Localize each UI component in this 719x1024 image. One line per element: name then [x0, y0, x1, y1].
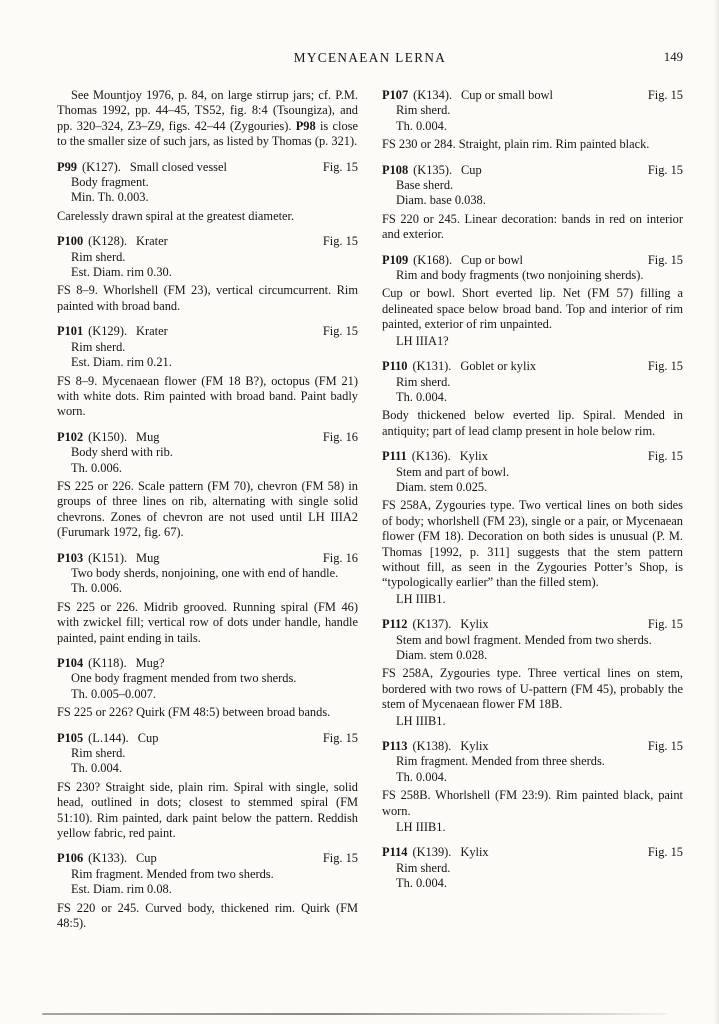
entry-heading [57, 551, 358, 566]
entry-figure-reference: Fig. 15 [647, 162, 683, 177]
entry-detail-line: Two body sherds, nonjoining, one with end of handle. [71, 565, 339, 580]
entry-figure-reference: Fig. 15 [322, 851, 358, 866]
entry-heading-text [382, 449, 488, 464]
entry-heading-text [57, 234, 168, 249]
entry-period-label: LH IIIA1? [396, 333, 449, 348]
entry-detail-line: Rim sherd. [396, 860, 451, 875]
entry-heading [382, 845, 683, 860]
entry-heading [57, 160, 358, 175]
entry-id: P101 [57, 324, 84, 339]
paragraph-segment: See Mountjoy 1976, p. 84, on large stirrup jars; cf. P.M. Thomas 1992, pp. 44–45, TS52, fig. 8:4 (Tsoungiza), and pp. 320–324, Z3–Z9, figs. 42–44 (Zygouries). [57, 88, 358, 133]
entry-heading [57, 430, 358, 445]
entry-vessel-name: Cup [461, 162, 482, 177]
entry-heading-text [57, 324, 168, 339]
catalog-entry-p108 [382, 163, 683, 243]
entry-figure-reference: Fig. 15 [322, 234, 358, 249]
entry-figure-reference: Fig. 15 [647, 617, 683, 632]
entry-heading-text [57, 656, 165, 671]
catalog-entry-p103 [57, 551, 358, 646]
entry-description: FS 230 or 284. Straight, plain rim. Rim painted black. [382, 137, 650, 152]
entry-description: FS 230? Straight side, plain rim. Spiral with single, solid head, outlined in dots; closest to stemmed spiral (FM 51:10). Rim painted, dark paint below the pattern. Reddish yellow fabric, red paint. [57, 779, 358, 841]
catalog-entry-p109 [382, 253, 683, 349]
entry-heading [382, 88, 683, 103]
entry-id: P111 [382, 449, 407, 464]
entry-detail-line: One body fragment mended from two sherds. [71, 671, 297, 686]
catalog-entry-p101 [57, 324, 358, 419]
entry-detail-line: Th. 0.005–0.007. [71, 686, 157, 701]
entry-heading [57, 656, 358, 671]
catalog-entry-p113 [382, 739, 683, 835]
entry-figure-reference: Fig. 15 [647, 449, 683, 464]
entry-heading-text [57, 851, 157, 866]
entry-catalog-number: (K131). [412, 359, 452, 374]
entry-catalog-number: (K134). [413, 88, 453, 102]
entry-detail-line: Stem and bowl fragment. Mended from two sherds. [396, 632, 652, 647]
page-header [57, 50, 683, 72]
entry-heading-text [382, 163, 482, 178]
entry-figure-reference: Fig. 15 [322, 730, 358, 745]
entry-id: P105 [57, 730, 84, 745]
entry-heading [57, 234, 358, 249]
entry-heading-text [382, 88, 553, 103]
entry-description: FS 225 or 226. Scale pattern (FM 70), chevron (FM 58) in groups of three lines on rib, alternating with single solid chevrons. Zones of chevron are not used until LH IIIA2 (Furumark 1972, fig. 67). [57, 478, 358, 540]
entry-detail-line: Th. 0.004. [71, 761, 122, 776]
entry-heading [382, 163, 683, 178]
catalog-entry-p110 [382, 359, 683, 439]
entry-catalog-number: (K135). [413, 162, 453, 177]
entry-heading-text [57, 731, 158, 746]
entry-catalog-number: (K151). [88, 550, 128, 565]
entry-id: P112 [382, 617, 408, 632]
entry-heading-text [57, 160, 227, 175]
entry-heading [57, 731, 358, 746]
entry-period-label: LH IIIB1. [396, 713, 446, 728]
entry-vessel-name: Krater [136, 324, 168, 339]
entry-catalog-number: (K118). [88, 656, 127, 670]
inline-entry-ref: P98 [295, 118, 316, 133]
entry-heading-text [382, 359, 536, 374]
entry-detail-line: Th. 0.006. [71, 581, 122, 596]
running-title: MYCENAEAN LERNA [293, 50, 447, 65]
entry-id: P108 [382, 162, 409, 177]
entry-description: Body thickened below everted lip. Spiral. Mended in antiquity; part of lead clamp present in hole below rim. [382, 408, 683, 438]
entry-vessel-name: Kylix [459, 449, 488, 464]
entry-detail-line: Th. 0.004. [396, 389, 447, 404]
entry-id: P113 [382, 739, 408, 754]
entry-catalog-number: (K150). [88, 429, 128, 444]
catalog-entry-p105 [57, 731, 358, 842]
entry-catalog-number: (K168). [413, 252, 453, 267]
entry-id: P100 [57, 234, 84, 249]
catalog-entry-p100 [57, 234, 358, 314]
page-bottom-scan-shadow [42, 1013, 667, 1015]
entry-description: FS 225 or 226. Midrib grooved. Running spiral (FM 46) with zwickel fill; vertical row of dots under handle, handle painted, paint ending in tails. [57, 599, 358, 645]
entry-catalog-number: (K138). [412, 739, 452, 754]
entry-vessel-name: Mug [136, 429, 160, 444]
right-column [382, 88, 683, 932]
entry-vessel-name: Cup [136, 851, 157, 866]
catalog-entry-p107 [382, 88, 683, 153]
entry-id: P103 [57, 550, 84, 565]
entry-vessel-name: Cup or small bowl [461, 88, 553, 102]
entry-catalog-number: (K128). [88, 234, 128, 249]
entry-catalog-number: (K129). [88, 324, 128, 339]
catalog-entry-p104 [57, 656, 358, 721]
entry-catalog-number: (K136). [411, 449, 451, 464]
entry-description: FS 8–9. Whorlshell (FM 23), vertical circumcurrent. Rim painted with broad band. [57, 283, 358, 313]
entry-description: FS 258A, Zygouries type. Two vertical lines on both sides of body; whorlshell (FM 23), single or a pair, or Mycenaean flower (FM 18). Decoration on both sides is unusual (P. M. Thomas [1992, p. 311] suggests that the stem pattern without fill, as seen in the Zygouries Potter’s Shop, is “typologically earlier” than the filled stem). [382, 498, 683, 590]
entry-vessel-name: Mug [136, 550, 160, 565]
intro-paragraph [57, 88, 358, 150]
catalog-entry-p106 [57, 851, 358, 931]
entry-description: FS 258A, Zygouries type. Three vertical lines on stem, bordered with two rows of U-pattern (FM 45), probably the stem of Mycenaean flower FM 18B. [382, 666, 683, 712]
entry-heading [382, 617, 683, 632]
entry-description: FS 220 or 245. Linear decoration: bands in red on interior and exterior. [382, 211, 683, 242]
entry-description: Carelessly drawn spiral at the greatest diameter. [57, 208, 295, 223]
catalog-entry-p111 [382, 449, 683, 607]
entry-detail-line: Th. 0.004. [396, 769, 447, 784]
entry-detail-line: Rim sherd. [71, 249, 126, 264]
entry-catalog-number: (K133). [88, 851, 128, 866]
entry-vessel-name: Cup [137, 730, 159, 745]
entry-id: P114 [382, 845, 408, 860]
entry-catalog-number: (L.144). [88, 730, 129, 745]
two-column-text-block [57, 88, 683, 932]
paragraph-segment: is close to the smaller size of such jars, as listed by Thomas (p. 321). [57, 118, 358, 149]
entry-heading [382, 449, 683, 464]
entry-figure-reference: Fig. 15 [647, 88, 683, 102]
page-right-edge-shade [714, 0, 719, 1024]
entry-description: FS 225 or 226? Quirk (FM 48:5) between broad bands. [57, 705, 331, 720]
entry-detail-line: Body sherd with rib. [71, 445, 173, 460]
entry-detail-line: Rim fragment. Mended from three sherds. [396, 754, 605, 769]
entry-vessel-name: Kylix [460, 617, 489, 632]
entry-description: FS 258B. Whorlshell (FM 23:9). Rim painted black, paint worn. [382, 788, 683, 818]
entry-detail-line: Th. 0.004. [396, 876, 447, 891]
entry-detail-line: Th. 0.004. [396, 118, 447, 133]
entry-detail-line: Est. Diam. rim 0.08. [71, 882, 172, 897]
entry-description: FS 220 or 245. Curved body, thickened rim. Quirk (FM 48:5). [57, 900, 358, 931]
entry-heading-text [382, 617, 489, 632]
entry-id: P109 [382, 252, 409, 267]
entry-detail-line: Rim sherd. [71, 339, 126, 354]
entry-id: P102 [57, 429, 84, 444]
left-column [57, 88, 358, 932]
entry-vessel-name: Krater [136, 234, 168, 249]
entry-detail-line: Body fragment. [71, 175, 149, 190]
entry-heading-text [382, 739, 489, 754]
entry-heading [57, 851, 358, 866]
entry-detail-line: Diam. stem 0.025. [396, 479, 488, 494]
catalog-entry-p99 [57, 160, 358, 225]
entry-detail-line: Est. Diam. rim 0.21. [71, 355, 172, 370]
entry-id: P107 [382, 88, 409, 102]
entry-detail-line: Diam. stem 0.028. [396, 648, 488, 662]
entry-heading [382, 253, 683, 268]
entry-vessel-name: Mug? [135, 656, 165, 670]
entry-heading [382, 359, 683, 374]
entry-detail-line: Stem and part of bowl. [396, 464, 510, 479]
entry-figure-reference: Fig. 15 [647, 739, 683, 754]
entry-id: P104 [57, 656, 84, 670]
entry-vessel-name: Cup or bowl [461, 252, 524, 267]
entry-detail-line: Th. 0.006. [71, 460, 122, 475]
entry-detail-line: Min. Th. 0.003. [71, 190, 149, 205]
entry-catalog-number: (K137). [412, 617, 452, 632]
entry-heading [57, 324, 358, 339]
entry-id: P110 [382, 359, 408, 374]
entry-detail-line: Rim sherd. [396, 103, 451, 118]
entry-description: FS 8–9. Mycenaean flower (FM 18 B?), octopus (FM 21) with white dots. Rim painted with broad band. Paint badly worn. [57, 373, 358, 419]
entry-vessel-name: Goblet or kylix [460, 359, 537, 374]
page-number: 149 [663, 50, 683, 64]
catalog-entry-p102 [57, 430, 358, 541]
entry-detail-line: Est. Diam. rim 0.30. [71, 265, 172, 280]
entry-figure-reference: Fig. 16 [322, 429, 358, 444]
entry-heading-text [57, 430, 159, 445]
entry-figure-reference: Fig. 15 [322, 324, 358, 339]
entry-figure-reference: Fig. 15 [647, 359, 683, 374]
entry-vessel-name: Small closed vessel [129, 159, 227, 174]
entry-detail-line: Base sherd. [396, 178, 454, 193]
entry-description: Cup or bowl. Short everted lip. Net (FM 57) filling a delineated space below broad band. Top and interior of rim painted, exterior of rim unpainted. [382, 286, 683, 332]
entry-catalog-number: (K139). [412, 845, 452, 860]
entry-detail-line: Rim fragment. Mended from two sherds. [71, 866, 274, 881]
entry-heading-text [382, 253, 523, 268]
catalog-entry-p114 [382, 845, 683, 891]
entry-figure-reference: Fig. 16 [322, 550, 358, 565]
entry-heading [382, 739, 683, 754]
entry-figure-reference: Fig. 15 [647, 845, 683, 860]
entry-detail-line: Rim sherd. [396, 374, 451, 389]
entry-period-label: LH IIIB1. [396, 591, 446, 606]
entry-id: P99 [57, 159, 77, 174]
entry-detail-line: Diam. base 0.038. [396, 193, 486, 208]
entry-figure-reference: Fig. 15 [647, 252, 683, 267]
entry-vessel-name: Kylix [460, 845, 489, 860]
entry-id: P106 [57, 851, 84, 866]
catalog-entry-p112 [382, 617, 683, 729]
entry-period-label: LH IIIB1. [396, 820, 446, 835]
entry-detail-line: Rim and body fragments (two nonjoining sherds). [396, 268, 644, 283]
entry-figure-reference: Fig. 15 [322, 159, 358, 174]
entry-heading-text [382, 845, 489, 860]
entry-catalog-number: (K127). [81, 159, 121, 174]
entry-heading-text [57, 551, 159, 566]
entry-vessel-name: Kylix [460, 739, 489, 754]
entry-detail-line: Rim sherd. [71, 746, 126, 761]
